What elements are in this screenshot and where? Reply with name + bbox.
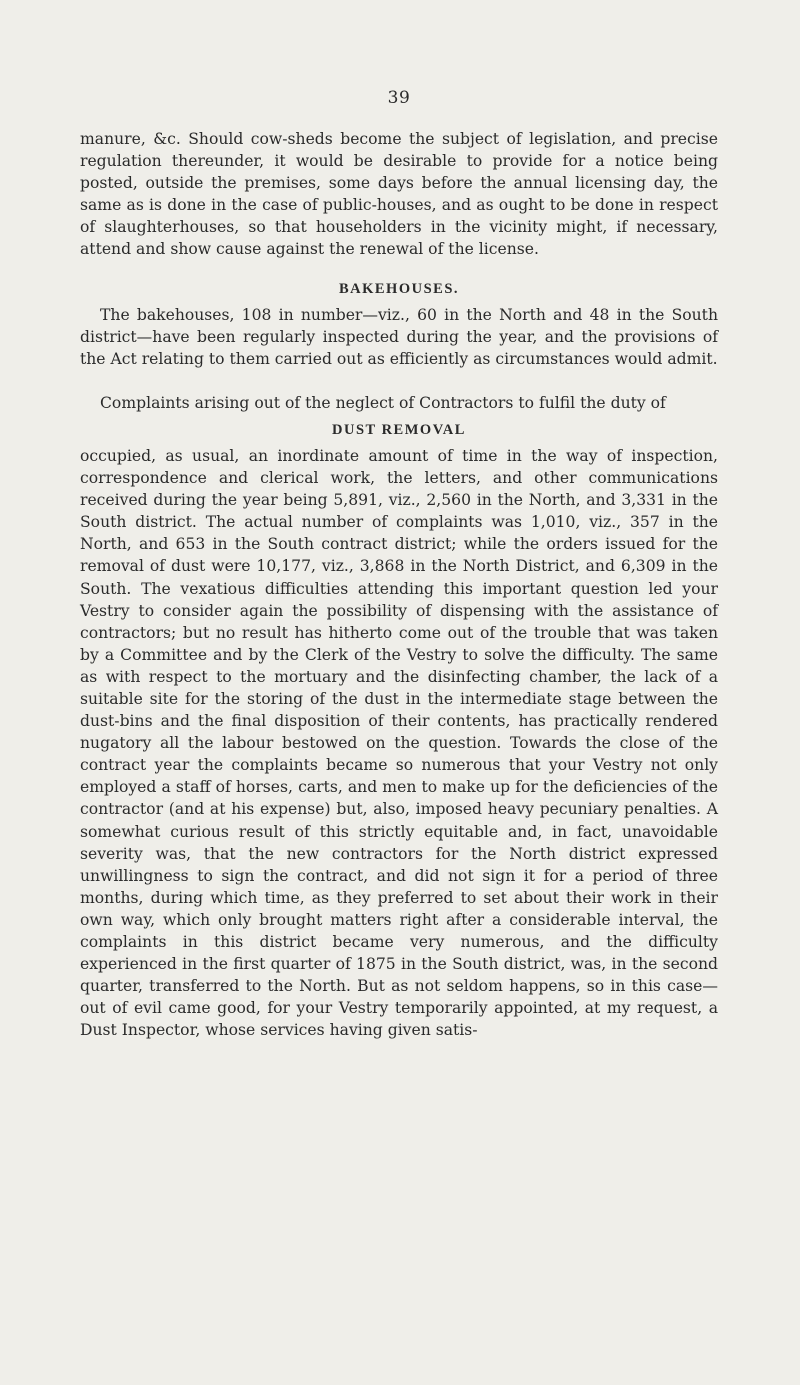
paragraph-bakehouses: The bakehouses, 108 in number—viz., 60 in the North and 48 in the South district—have been regularly inspected during the year, and the provisions of the Act relating to them carried out as efficiently as circumstances would admit. (80, 305, 718, 368)
page-number: 39 (387, 88, 411, 108)
document-page (80, 78, 718, 1041)
paragraph-dust-removal: occupied, as usual, an inordinate amount of time in the way of inspection, correspondence and clerical work, the letters, and other communications received during the year being 5,891, viz., 2,560 in the North, and 3,331 in the South district. The actual number of complaints was 1,010, viz., 357 in the North, and 653 in the South contract district; while the orders issued for the removal of dust were 10,177, viz., 3,868 in the North District, and 6,309 in the South. The vexatious difficulties attending this important question led your Vestry to consider again the possibility of dispensing with the assistance of contractors; but no result has hitherto come out of the trouble that was taken by a Committee and by the Clerk of the Vestry to solve the difficulty. The same as with respect to the mortuary and the disinfecting chamber, the lack of a suitable site for the storing of the dust in the intermediate stage between the dust-bins and the final disposition of their contents, has practically rendered nugatory all the labour bestowed on the question. Towards the close of the contract year the complaints became so numerous that your Vestry not only employed a staff of horses, carts, and men to make up for the deficiencies of the contractor (and at his expense) but, also, imposed heavy pecuniary penalties. A somewhat curious result of this strictly equitable and, in fact, unavoidable severity was, that the new contractors for the North district expressed unwillingness to sign the contract, and did not sign it for a period of three months, during which time, as they preferred to set about their work in their own way, which only brought matters right after a considerable interval, the complaints in this district became very numerous, and the difficulty experienced in the first quarter of 1875 in the South district, was, in the second quarter, transferred to the North. But as not seldom happens, so in this case—out of evil came good, for your Vestry temporarily appointed, at my request, a Dust Inspector, whose services having given satis- (80, 446, 718, 1040)
paragraph-complaints: Complaints arising out of the neglect of Contractors to fulfil the duty of (100, 393, 666, 412)
heading-bakehouses: BAKEHOUSES. (338, 280, 460, 297)
heading-dust-removal: DUST REMOVAL (332, 421, 466, 438)
paragraph-cow-sheds: manure, &c. Should cow-sheds become the subject of legislation, and precise regulation thereunder, it would be desirable to provide for a notice being posted, outside the premises, some days before the annual licensing day, the same as is done in the case of public-houses, and as ought to be done in respect of slaughterhouses, so that householders in the vicinity might, if necessary, attend and show cause against the renewal of the license. (80, 130, 718, 259)
